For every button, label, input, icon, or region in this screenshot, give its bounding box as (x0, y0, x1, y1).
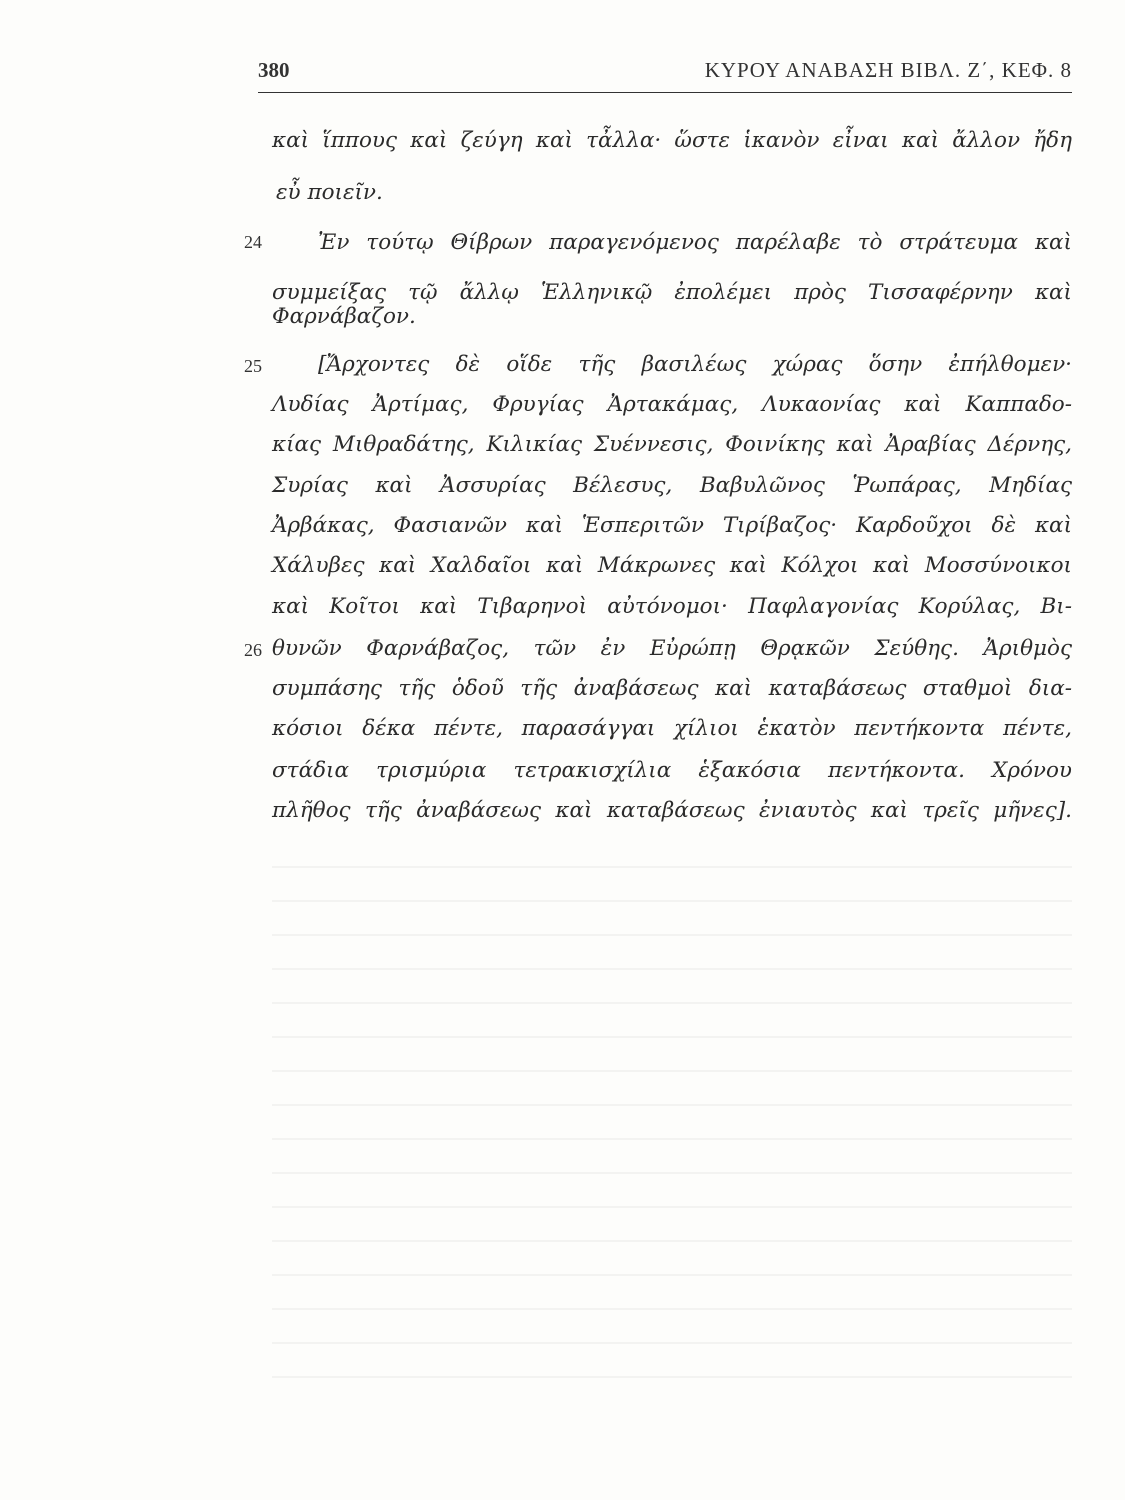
running-head: ΚΥΡΟΥ ΑΝΑΒΑΣΗ ΒΙΒΛ. Ζ΄, ΚΕΦ. 8 (704, 58, 1072, 82)
bleed-through-texture (272, 840, 1072, 1400)
section-number-26: 26 (244, 640, 262, 660)
text-line: θυνῶν Φαρνάβαζος, τῶν ἐν Εὐρώπῃ Θρᾳκῶν Σεύθης. Ἀριθμὸς (272, 636, 1072, 661)
text-line: Ἐν τούτῳ Θίβρων παραγενόμενος παρέλαβε τὸ στράτευμα καὶ (318, 230, 1072, 255)
section-number-24: 24 (244, 232, 262, 252)
text-line: πλῆθος τῆς ἀναβάσεως καὶ καταβάσεως ἐνιαυτὸς καὶ τρεῖς μῆνες]. (272, 798, 1072, 823)
text-line: καὶ Κοῖτοι καὶ Τιβαρηνοὶ αὐτόνομοι· Παφλαγονίας Κορύλας, Βι- (272, 594, 1072, 619)
section-number-25: 25 (244, 356, 262, 376)
page-header (258, 58, 1072, 93)
text-line: [Ἄρχοντες δὲ οἵδε τῆς βασιλέως χώρας ὅσην ἐπήλθομεν· (318, 352, 1072, 377)
text-line: εὖ ποιεῖν. (276, 180, 383, 205)
text-line: κόσιοι δέκα πέντε, παρασάγγαι χίλιοι ἑκατὸν πεντήκοντα πέντε, (272, 716, 1072, 741)
text-line: Χάλυβες καὶ Χαλδαῖοι καὶ Μάκρωνες καὶ Κόλχοι καὶ Μοσσύνοικοι (272, 553, 1072, 578)
text-line: Ἀρβάκας, Φασιανῶν καὶ Ἑσπεριτῶν Τιρίβαζος· Καρδοῦχοι δὲ καὶ (272, 513, 1072, 538)
text-line: Λυδίας Ἀρτίμας, Φρυγίας Ἀρτακάμας, Λυκαονίας καὶ Καππαδο- (272, 392, 1072, 417)
text-line: στάδια τρισμύρια τετρακισχίλια ἑξακόσια πεντήκοντα. Χρόνου (272, 758, 1072, 783)
text-line: καὶ ἵππους καὶ ζεύγη καὶ τἆλλα· ὥστε ἱκανὸν εἶναι καὶ ἄλλον ἤδη (272, 128, 1072, 153)
text-line: Συρίας καὶ Ἀσσυρίας Βέλεσυς, Βαβυλῶνος Ῥωπάρας, Μηδίας (272, 473, 1072, 498)
text-line: συμπάσης τῆς ὁδοῦ τῆς ἀναβάσεως καὶ καταβάσεως σταθμοὶ δια- (272, 676, 1072, 701)
page-number: 380 (258, 58, 290, 82)
text-line: κίας Μιθραδάτης, Κιλικίας Συέννεσις, Φοινίκης καὶ Ἀραβίας Δέρνης, (272, 432, 1072, 457)
text-line: Φαρνάβαζον. (272, 304, 416, 329)
text-line: συμμείξας τῷ ἄλλῳ Ἑλληνικῷ ἐπολέμει πρὸς Τισσαφέρνην καὶ (272, 280, 1072, 305)
